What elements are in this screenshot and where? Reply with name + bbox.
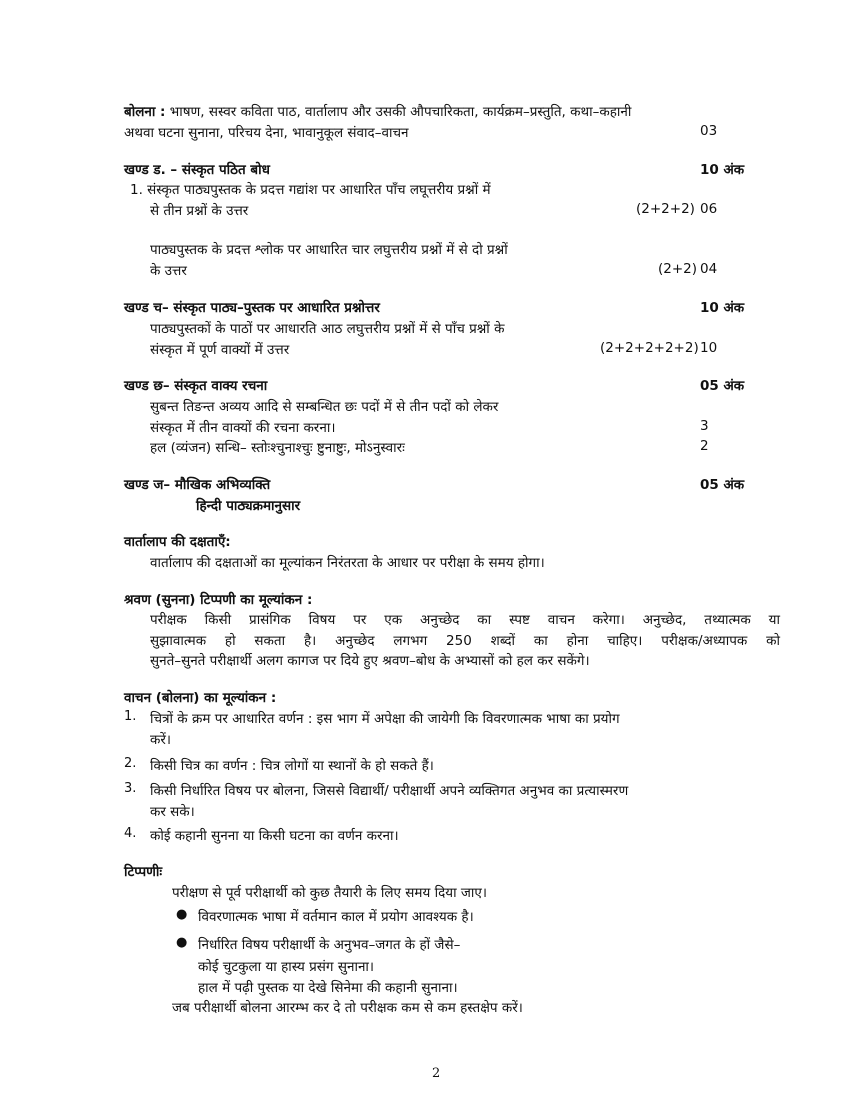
vachan-item-1-line2: करें। <box>150 732 172 748</box>
khand-ch-breakdown: (2+2+2+2+2) <box>600 340 699 356</box>
khand-d-item1-breakdown: (2+2+2) <box>636 201 695 217</box>
bolna-line2: अथवा घटना सुनाना, परिचय देना, भावानुकूल संवाद–वाचन <box>124 125 409 141</box>
khand-d-item2-breakdown: (2+2) <box>658 261 698 277</box>
tippani-heading: टिप्पणीः <box>124 864 163 880</box>
khand-d-item2-line1: पाठ्यपुस्तक के प्रदत्त श्लोक पर आधारित चार लघुत्तरीय प्रश्नों में से दो प्रश्नों <box>150 242 508 258</box>
khand-ch-line1: पाठ्यपुस्तकों के पाठों पर आधारति आठ लघुत्तरीय प्रश्नों में से पाँच प्रश्नों के <box>150 321 505 337</box>
khand-j-subtitle: हिन्दी पाठ्यक्रमानुसार <box>196 498 301 514</box>
vartalap-heading: वार्तालाप की दक्षताएँ: <box>124 534 231 550</box>
tippani-sub-2: हाल में पढ़ी पुस्तक या देखे सिनेमा की कहानी सुनाना। <box>198 980 458 996</box>
bolna-label: बोलना : <box>124 104 166 120</box>
shravan-line2: सुझावात्मक हो सकता है। अनुच्छेद लगभग 250 शब्दों का होना चाहिए। परीक्षक/अध्यापक को <box>150 633 780 649</box>
khand-ch-title: खण्ड च– संस्कृत पाठ्य–पुस्तक पर आधारित प्रश्नोत्तर <box>124 300 380 316</box>
khand-j-marks: 05 अंक <box>700 477 745 493</box>
vachan-item-2-num: 2. <box>124 756 137 771</box>
khand-ch-marks: 10 अंक <box>700 300 745 316</box>
khand-chh-title: खण्ड छ– संस्कृत वाक्य रचना <box>124 378 268 394</box>
page-number: 2 <box>432 1066 441 1081</box>
tippani-sub-1: कोई चुटकुला या हास्य प्रसंग सुनाना। <box>198 959 375 975</box>
vartalap-text: वार्तालाप की दक्षताओं का मूल्यांकन निरंतरता के आधार पर परीक्षा के समय होगा। <box>150 555 545 571</box>
vachan-item-4-line1: कोई कहानी सुनना या किसी घटना का वर्णन करना। <box>150 828 399 844</box>
khand-d-title: खण्ड ड. – संस्कृत पठित बोध <box>124 162 270 178</box>
khand-chh-marks: 05 अंक <box>700 378 745 394</box>
vachan-item-3-line1: किसी निर्धारित विषय पर बोलना, जिससे विद्यार्थी/ परीक्षार्थी अपने व्यक्तिगत अनुभव का प्रत्यास्मरण <box>150 783 629 799</box>
bolna-marks: 03 <box>700 123 718 139</box>
bullet-2-icon: ● <box>176 935 188 950</box>
khand-d-item1-line1: 1. संस्कृत पाठ्यपुस्तक के प्रदत्त गद्यांश पर आधारित पाँच लघूत्तरीय प्रश्नों में <box>130 182 491 198</box>
tippani-bullet-2: निर्धारित विषय परीक्षार्थी के अनुभव–जगत के हों जैसे– <box>198 937 461 953</box>
khand-ch-line-marks: 10 <box>700 340 718 356</box>
khand-chh-line3: हल (व्यंजन) सन्धि– स्तोःश्चुनाश्चुः ष्टुनाष्टुः, मोऽनुस्वारः <box>150 440 405 456</box>
bolna-line1 <box>124 102 631 120</box>
bullet-1-icon: ● <box>176 907 188 922</box>
tippani-intro: परीक्षण से पूर्व परीक्षार्थी को कुछ तैयारी के लिए समय दिया जाए। <box>172 885 487 901</box>
khand-chh-line2: संस्कृत में तीन वाक्यों की रचना करना। <box>150 420 336 436</box>
khand-ch-line2: संस्कृत में पूर्ण वाक्यों में उत्तर <box>150 342 290 358</box>
vachan-item-4-num: 4. <box>124 826 137 841</box>
khand-d-item2-marks: 04 <box>700 261 718 277</box>
khand-d-marks: 10 अंक <box>700 162 745 178</box>
khand-chh-line2-marks: 3 <box>700 418 709 434</box>
tippani-bullet-1: विवरणात्मक भाषा में वर्तमान काल में प्रयोग आवश्यक है। <box>198 909 474 925</box>
khand-chh-line1: सुबन्त तिङन्त अव्यय आदि से सम्बन्धित छः पदों में से तीन पदों को लेकर <box>150 399 499 415</box>
tippani-closing: जब परीक्षार्थी बोलना आरम्भ कर दे तो परीक्षक कम से कम हस्तक्षेप करें। <box>172 1000 523 1016</box>
khand-d-item1-line2: से तीन प्रश्नों के उत्तर <box>150 203 249 219</box>
vachan-item-1-line1: चित्रों के क्रम पर आधारित वर्णन : इस भाग में अपेक्षा की जायेगी कि विवरणात्मक भाषा का प्रयोग <box>150 711 620 727</box>
khand-d-item1-marks: 06 <box>700 201 718 217</box>
vachan-heading: वाचन (बोलना) का मूल्यांकन : <box>124 690 277 706</box>
khand-chh-line3-marks: 2 <box>700 438 709 454</box>
vachan-item-3-num: 3. <box>124 781 137 796</box>
bolna-text: भाषण, सस्वर कविता पाठ, वार्तालाप और उसकी औपचारिकता, कार्यक्रम–प्रस्तुति, कथा–कहानी <box>169 104 632 120</box>
vachan-item-1-num: 1. <box>124 709 137 724</box>
shravan-line1: परीक्षक किसी प्रासंगिक विषय पर एक अनुच्छेद का स्पष्ट वाचन करेगा। अनुच्छेद, तथ्यात्मक या <box>150 612 780 628</box>
khand-j-title: खण्ड ज– मौखिक अभिव्यक्ति <box>124 477 271 493</box>
shravan-line3: सुनते–सुनते परीक्षार्थी अलग कागज पर दिये हुए श्रवण–बोध के अभ्यासों को हल कर सकेंगे। <box>150 653 590 669</box>
vachan-item-2-line1: किसी चित्र का वर्णन : चित्र लोगों या स्थानों के हो सकते हैं। <box>150 758 434 774</box>
vachan-item-3-line2: कर सके। <box>150 804 195 820</box>
shravan-heading: श्रवण (सुनना) टिप्पणी का मूल्यांकन : <box>124 592 313 608</box>
khand-d-item2-line2: के उत्तर <box>150 263 187 279</box>
